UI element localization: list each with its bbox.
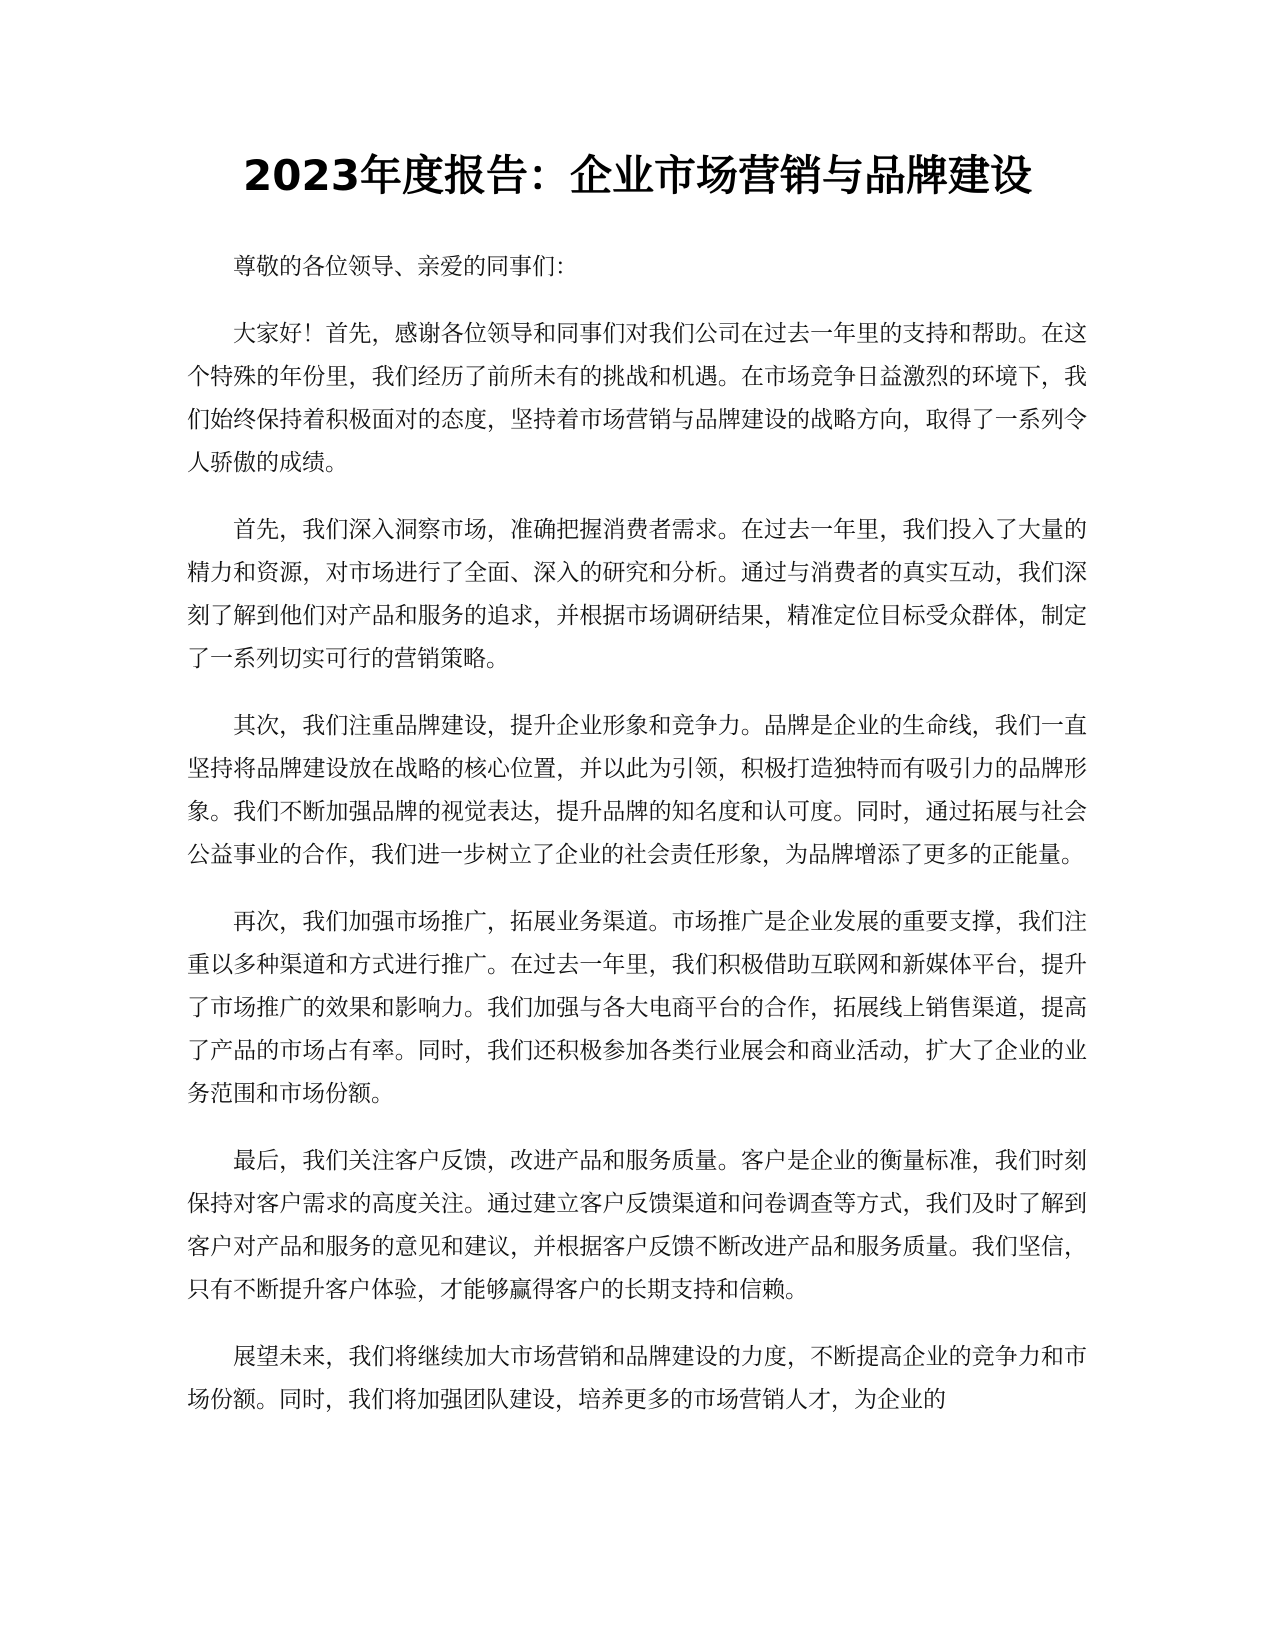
body-paragraph: 首先，我们深入洞察市场，准确把握消费者需求。在过去一年里，我们投入了大量的精力和资源，对市场进行了全面、深入的研究和分析。通过与消费者的真实互动，我们深刻了解到他们对产品和服务的追求，并根据市场调研结果，精准定位目标受众群体，制定了一系列切实可行的营销策略。 [187,517,1087,672]
body-paragraph: 最后，我们关注客户反馈，改进产品和服务质量。客户是企业的衡量标准，我们时刻保持对客户需求的高度关注。通过建立客户反馈渠道和问卷调查等方式，我们及时了解到客户对产品和服务的意见和建议，并根据客户反馈不断改进产品和服务质量。我们坚信，只有不断提升客户体验，才能够赢得客户的长期支持和信赖。 [187,1148,1087,1303]
salutation-paragraph: 尊敬的各位领导、亲爱的同事们： [233,254,578,280]
body-paragraph: 展望未来，我们将继续加大市场营销和品牌建设的力度，不断提高企业的竞争力和市场份额。同时，我们将加强团队建设，培养更多的市场营销人才，为企业的 [187,1344,1087,1413]
document-body [187,246,1087,1446]
body-paragraph: 再次，我们加强市场推广，拓展业务渠道。市场推广是企业发展的重要支撑，我们注重以多种渠道和方式进行推广。在过去一年里，我们积极借助互联网和新媒体平台，提升了市场推广的效果和影响力。我们加强与各大电商平台的合作，拓展线上销售渠道，提高了产品的市场占有率。同时，我们还积极参加各类行业展会和商业活动，扩大了企业的业务范围和市场份额。 [187,909,1087,1107]
document-title: 2023年度报告：企业市场营销与品牌建设 [243,151,1032,200]
body-paragraph: 大家好！首先，感谢各位领导和同事们对我们公司在过去一年里的支持和帮助。在这个特殊的年份里，我们经历了前所未有的挑战和机遇。在市场竞争日益激烈的环境下，我们始终保持着积极面对的态度，坚持着市场营销与品牌建设的战略方向，取得了一系列令人骄傲的成绩。 [187,321,1087,476]
body-paragraph: 其次，我们注重品牌建设，提升企业形象和竞争力。品牌是企业的生命线，我们一直坚持将品牌建设放在战略的核心位置，并以此为引领，积极打造独特而有吸引力的品牌形象。我们不断加强品牌的视觉表达，提升品牌的知名度和认可度。同时，通过拓展与社会公益事业的合作，我们进一步树立了企业的社会责任形象，为品牌增添了更多的正能量。 [187,713,1087,868]
